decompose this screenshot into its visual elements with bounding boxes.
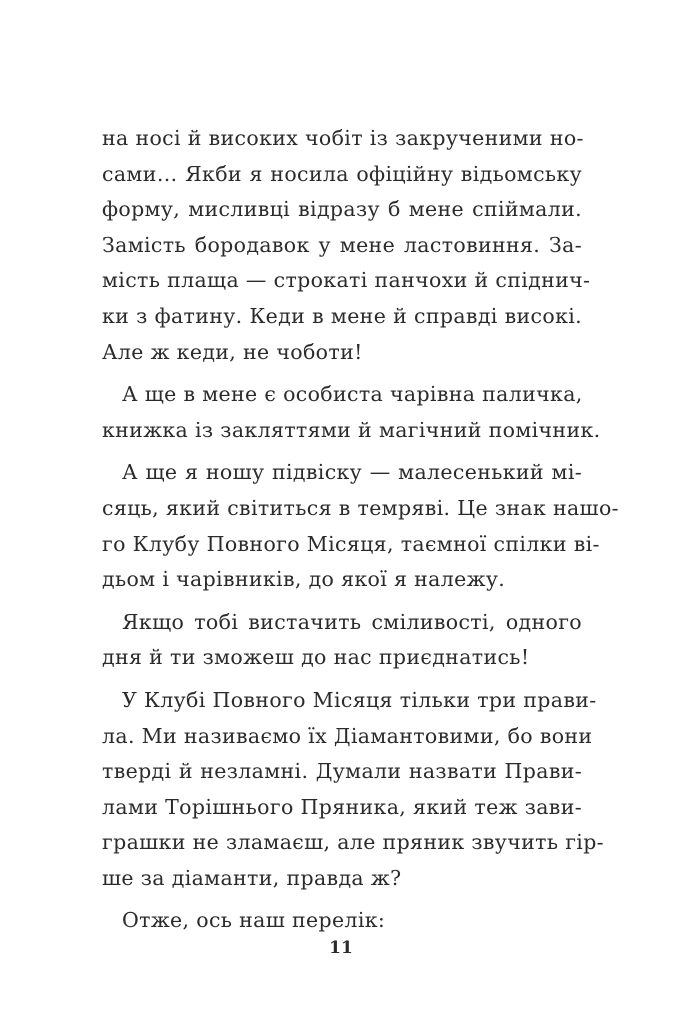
text-line: лами Торішнього Пряника, який теж зави- bbox=[102, 794, 582, 819]
text-line: го Клубу Повного Місяця, таємної спілки ві- bbox=[102, 531, 600, 556]
text-line: сами… Якби я носила офіційну відьомську bbox=[102, 161, 582, 186]
text-line: тверді й незламні. Думали назвати Прави- bbox=[102, 759, 582, 784]
paragraph bbox=[102, 121, 591, 370]
paragraph bbox=[102, 377, 601, 448]
text-line: ше за діаманти, правда ж? bbox=[102, 865, 402, 890]
text-line: книжка із закляттями й магічний помічник. bbox=[102, 417, 601, 442]
text-line: А ще в мене є особиста чарівна паличка, bbox=[122, 382, 583, 407]
text-line: на носі й високих чобіт із закрученими но- bbox=[102, 126, 584, 150]
paragraph bbox=[102, 903, 582, 939]
text-line: ла. Ми називаємо їх Діамантовими, бо вони bbox=[102, 723, 593, 748]
text-line: мість плаща — строкаті панчохи й спіднич- bbox=[102, 268, 591, 293]
text-line: А ще я ношу підвіску — малесенький мі- bbox=[122, 460, 582, 485]
paragraph bbox=[102, 455, 619, 597]
text-line: Якщо тобі вистачить сміливості, одного bbox=[122, 609, 582, 634]
text-line: Отже, ось наш перелік: bbox=[122, 908, 386, 933]
text-line: ки з фатину. Кеди в мене й справді високі. bbox=[102, 303, 582, 328]
paragraph bbox=[102, 683, 604, 897]
text-line: дьом і чарівників, до якої я належу. bbox=[102, 567, 506, 592]
text-line: Але ж кеди, не чоботи! bbox=[102, 339, 363, 364]
text-line: сяць, який світиться в темряві. Це знак нашо- bbox=[102, 495, 619, 520]
text-line: У Клубі Повного Місяця тільки три прави- bbox=[122, 687, 597, 712]
text-line: форму, мисливці відразу б мене спіймали. bbox=[102, 197, 582, 222]
text-line: дня й ти зможеш до нас приєднатись! bbox=[102, 645, 530, 670]
page-number: 11 bbox=[329, 938, 353, 958]
text-line: грашки не зламаєш, але пряник звучить гір- bbox=[102, 830, 604, 855]
paragraph bbox=[102, 605, 582, 676]
page-body bbox=[102, 121, 619, 946]
text-line: Замість бородавок у мене ластовиння. За- bbox=[102, 232, 582, 257]
